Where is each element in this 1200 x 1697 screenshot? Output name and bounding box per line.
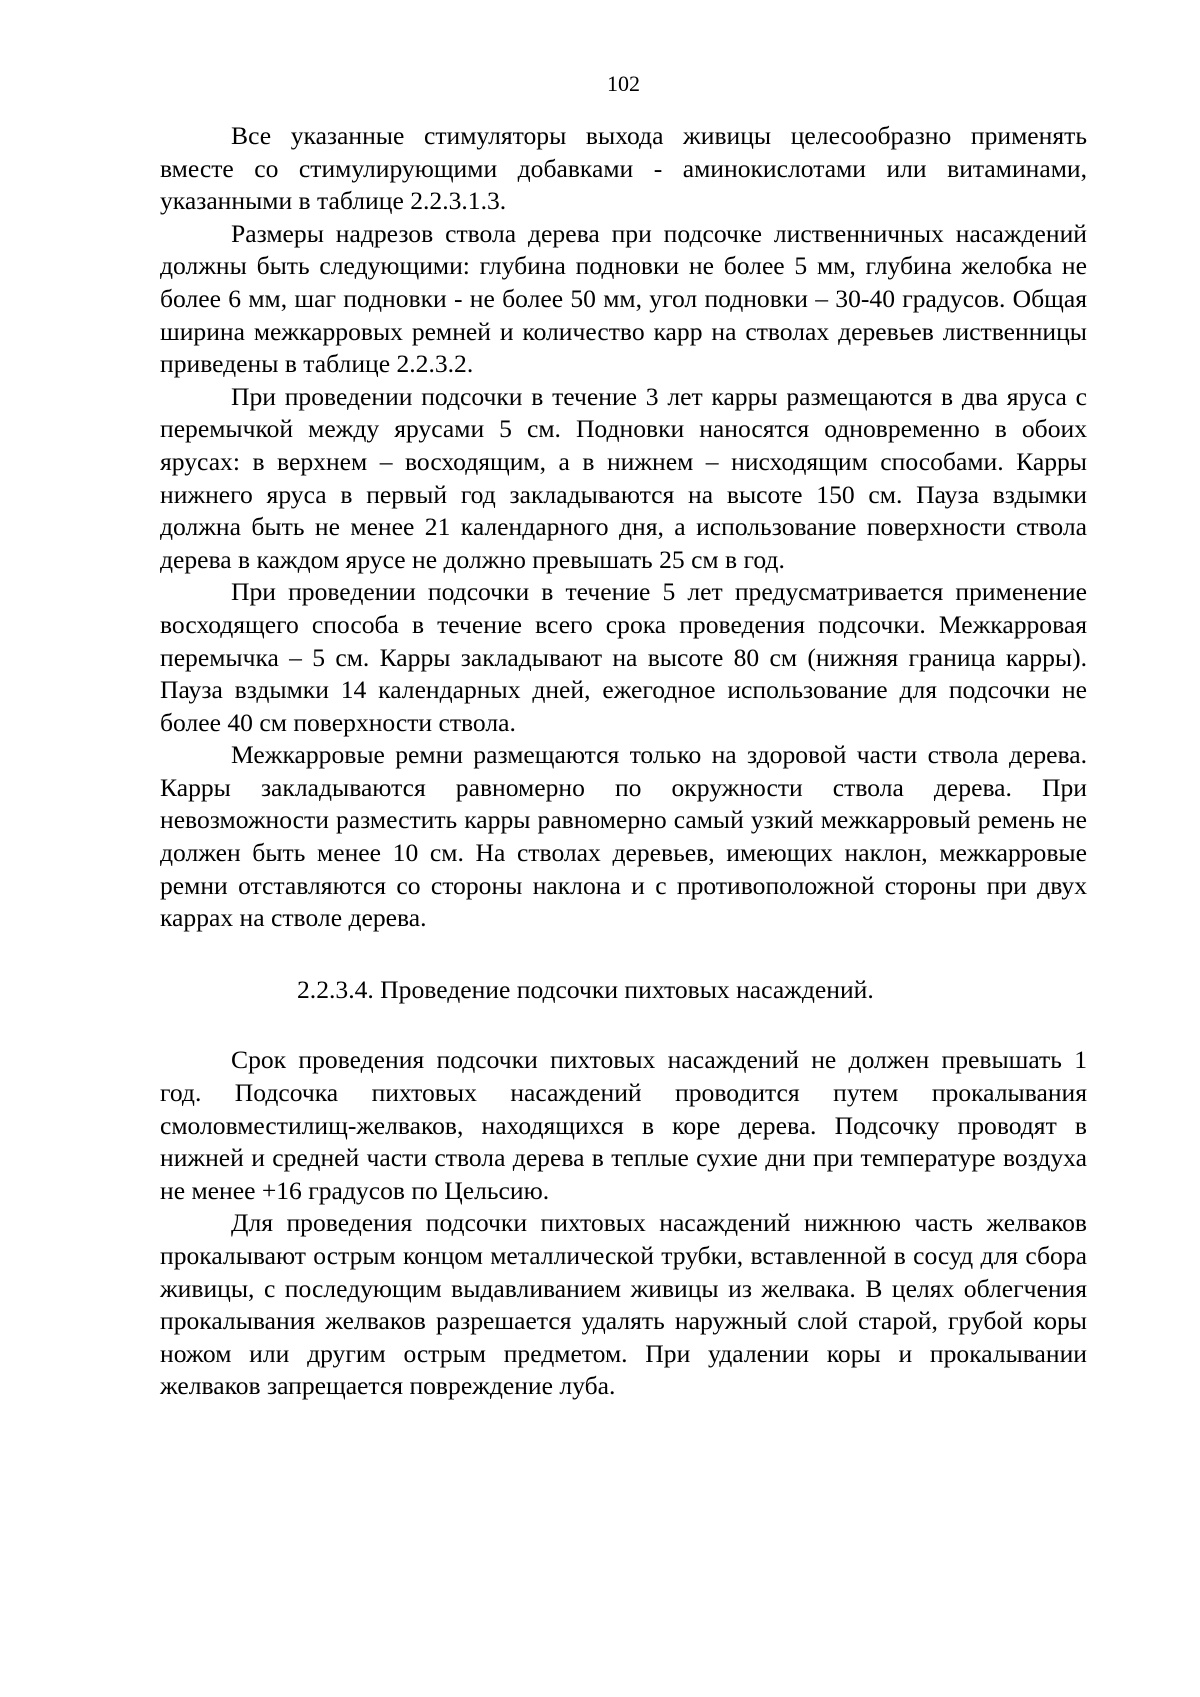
paragraph: Все указанные стимуляторы выхода живицы целесообразно применять вместе со стимулирующими добавками - аминокислотами или витаминами, указанными в таблице 2.2.3.1.3.: [160, 121, 1087, 216]
paragraph: Для проведения подсочки пихтовых насаждений нижнюю часть желваков прокалывают острым концом металлической трубки, вставленной в сосуд для сбора живицы, с последующим выдавливанием живицы из желвака. В целях облегчения прокалывания желваков разрешается удалять наружный слой старой, грубой коры ножом или другим острым предметом. При удалении коры и прокалывании желваков запрещается повреждение луба.: [160, 1208, 1087, 1401]
paragraph: Размеры надрезов ствола дерева при подсочке лиственничных насаждений должны быть следующими: глубина подновки не более 5 мм, глубина желобка не более 6 мм, шаг подновки - не более 50 мм, угол подновки – 30-40 градусов. Общая ширина межкарровых ремней и количество карр на стволах деревьев лиственницы приведены в таблице 2.2.3.2.: [160, 218, 1087, 379]
paragraph: Срок проведения подсочки пихтовых насаждений не должен превышать 1 год. Подсочка пихтовых насаждений проводится путем прокалывания смоловместилищ-желваков, находящихся в коре дерева. Подсочку проводят в нижней и средней части ствола дерева в теплые сухие дни при температуре воздуха не менее +16 градусов по Цельсию.: [160, 1045, 1087, 1205]
section-heading: 2.2.3.4. Проведение подсочки пихтовых насаждений.: [297, 974, 874, 1004]
paragraph: Межкарровые ремни размещаются только на здоровой части ствола дерева. Карры закладываются равномерно по окружности ствола дерева. При невозможности разместить карры равномерно самый узкий межкарровый ремень не должен быть менее 10 см. На стволах деревьев, имеющих наклон, межкарровые ремни отставляются со стороны наклона и с противоположной стороны при двух каррах на стволе дерева.: [160, 740, 1087, 933]
paragraph: При проведении подсочки в течение 3 лет карры размещаются в два яруса с перемычкой между ярусами 5 см. Подновки наносятся одновременно в обоих ярусах: в верхнем – восходящим, а в нижнем – нисходящим способами. Карры нижнего яруса в первый год закладываются на высоте 150 см. Пауза вздымки должна быть не менее 21 календарного дня, а использование поверхности ствола дерева в каждом ярусе не должно превышать 25 см в год.: [160, 381, 1087, 574]
page-number: 102: [607, 71, 640, 96]
paragraph: При проведении подсочки в течение 5 лет предусматривается применение восходящего способа в течение всего срока проведения подсочки. Межкарровая перемычка – 5 см. Карры закладывают на высоте 80 см (нижняя граница карры). Пауза вздымки 14 календарных дней, ежегодное использование для подсочки не более 40 см поверхности ствола.: [160, 577, 1087, 737]
